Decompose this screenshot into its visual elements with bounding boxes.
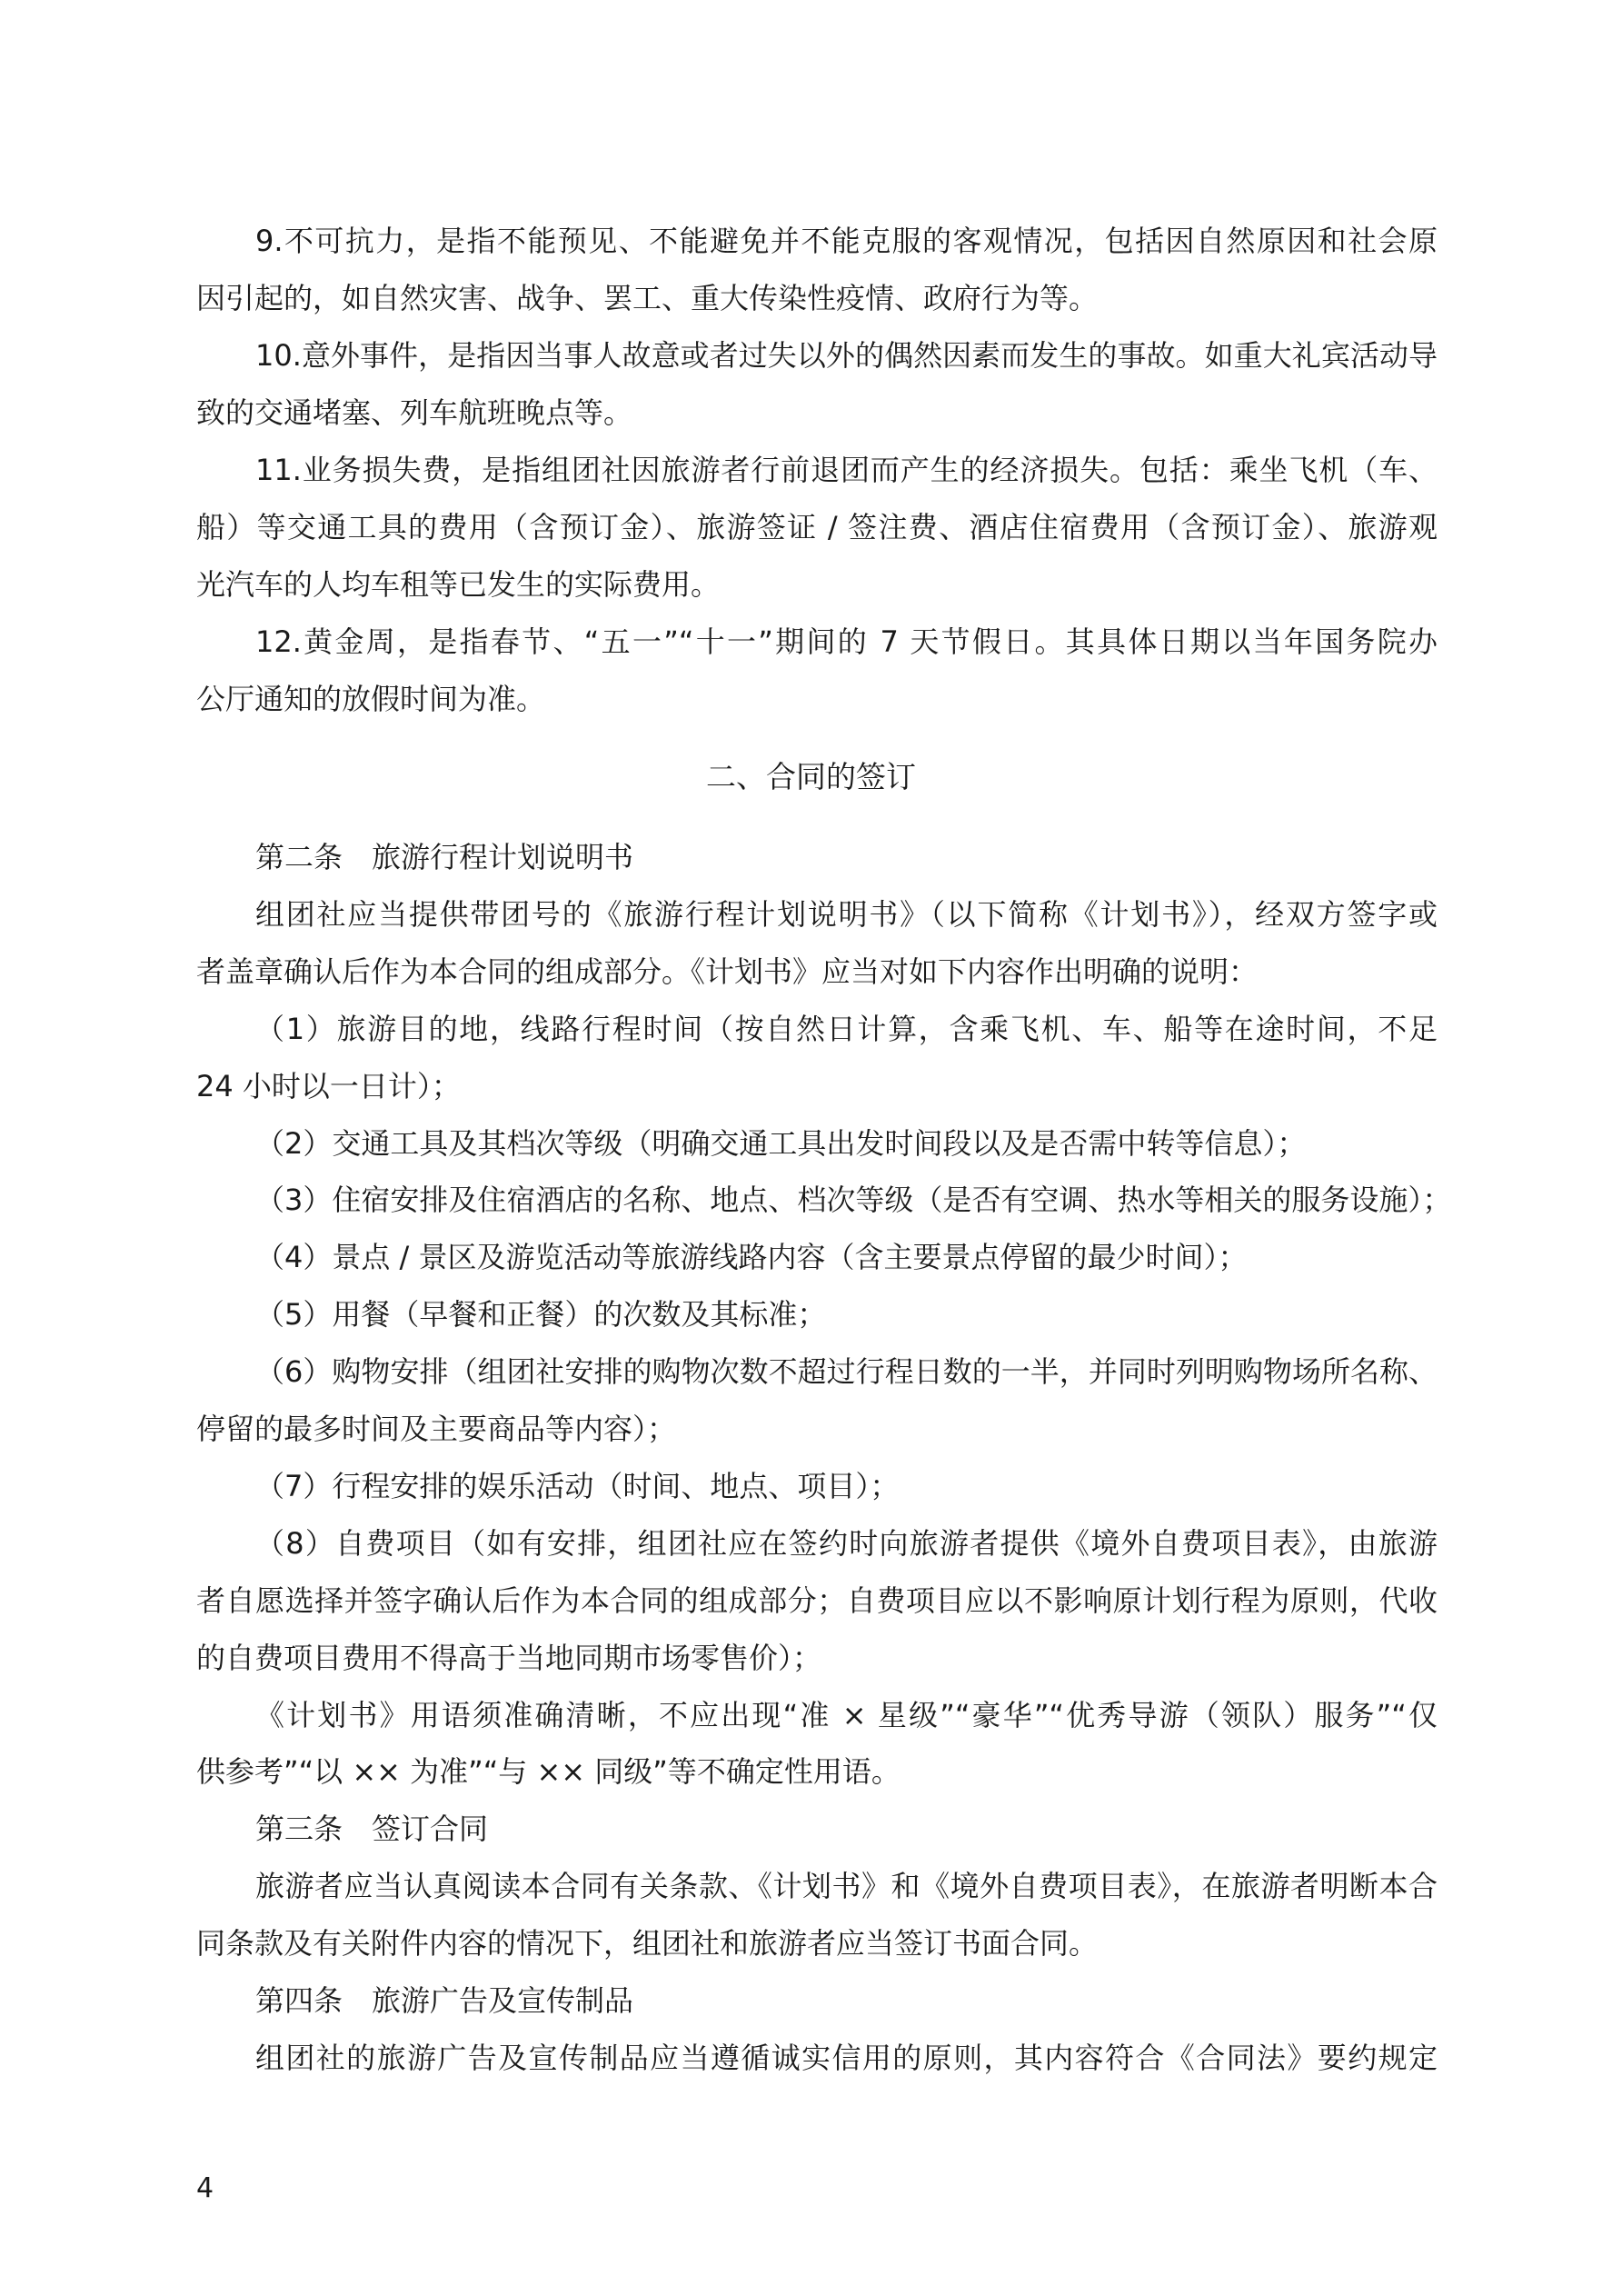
paragraph-line: 第二条 旅游行程计划说明书: [255, 840, 634, 874]
paragraph-line: 组团社应当提供带团号的《旅游行程计划说明书》（以下简称《计划书》），经双方签字或: [255, 896, 1438, 932]
paragraph-line: （1）旅游目的地，线路行程时间（按自然日计算，含乘飞机、车、船等在途时间，不足: [255, 1011, 1438, 1046]
paragraph-line: （3）住宿安排及住宿酒店的名称、地点、档次等级（是否有空调、热水等相关的服务设施）；: [255, 1183, 1452, 1218]
paragraph-line: 光汽车的人均车租等已发生的实际费用。: [196, 567, 721, 602]
paragraph-line: 供参考”“以 ×× 为准”“与 ×× 同级”等不确定性用语。: [196, 1754, 901, 1790]
paragraph-line: 12.黄金周，是指春节、“五一”“十一”期间的 7 天节假日。其具体日期以当年国务院办: [255, 624, 1438, 659]
paragraph-line: 船）等交通工具的费用（含预订金）、旅游签证 / 签注费、酒店住宿费用（含预订金）、旅游观: [196, 510, 1438, 544]
paragraph-line: 第四条 旅游广告及宣传制品: [255, 1983, 634, 2018]
paragraph-line: 《计划书》用语须准确清晰，不应出现“准 × 星级”“豪华”“优秀导游（领队）服务”“仅: [255, 1697, 1438, 1732]
paragraph-line: 的自费项目费用不得高于当地同期市场零售价）；: [196, 1640, 822, 1675]
paragraph-line: （5）用餐（早餐和正餐）的次数及其标准；: [255, 1297, 827, 1333]
section-heading: 二、合同的签订: [706, 759, 916, 794]
page-number: 4: [196, 2172, 214, 2204]
paragraph-line: 旅游者应当认真阅读本合同有关条款、《计划书》和《境外自费项目表》，在旅游者明断本合: [255, 1869, 1438, 1904]
paragraph-line: 者自愿选择并签字确认后作为本合同的组成部分；自费项目应以不影响原计划行程为原则，代收: [196, 1582, 1438, 1618]
paragraph-line: （8）自费项目（如有安排，组团社应在签约时向旅游者提供《境外自费项目表》，由旅游: [255, 1525, 1438, 1561]
paragraph-line: 10.意外事件，是指因当事人故意或者过失以外的偶然因素而发生的事故。如重大礼宾活动导: [255, 338, 1438, 373]
paragraph-line: 组团社的旅游广告及宣传制品应当遵循诚实信用的原则，其内容符合《合同法》要约规定: [255, 2040, 1438, 2075]
paragraph-line: 9.不可抗力，是指不能预见、不能避免并不能克服的客观情况，包括因自然原因和社会原: [255, 224, 1438, 258]
paragraph-line: （4）景点 / 景区及游览活动等旅游线路内容（含主要景点停留的最少时间）；: [255, 1240, 1248, 1275]
paragraph-line: （2）交通工具及其档次等级（明确交通工具出发时间段以及是否需中转等信息）；: [255, 1125, 1307, 1161]
paragraph-line: （7）行程安排的娱乐活动（时间、地点、项目）；: [255, 1468, 900, 1503]
paragraph-line: （6）购物安排（组团社安排的购物次数不超过行程日数的一半，并同时列明购物场所名称、: [255, 1354, 1438, 1390]
paragraph-line: 第三条 签订合同: [255, 1812, 489, 1847]
paragraph-line: 同条款及有关附件内容的情况下，组团社和旅游者应当签订书面合同。: [196, 1926, 1099, 1962]
paragraph-line: 公厅通知的放假时间为准。: [196, 682, 546, 716]
paragraph-line: 24 小时以一日计）；: [196, 1068, 461, 1103]
paragraph-line: 11.业务损失费，是指组团社因旅游者行前退团而产生的经济损失。包括：乘坐飞机（车、: [255, 453, 1438, 487]
paragraph-line: 停留的最多时间及主要商品等内容）；: [196, 1412, 677, 1446]
paragraph-line: 致的交通堵塞、列车航班晚点等。: [196, 395, 633, 430]
paragraph-line: 者盖章确认后作为本合同的组成部分。《计划书》应当对如下内容作出明确的说明：: [196, 953, 1259, 989]
paragraph-line: 因引起的，如自然灾害、战争、罢工、重大传染性疫情、政府行为等。: [196, 281, 1099, 315]
